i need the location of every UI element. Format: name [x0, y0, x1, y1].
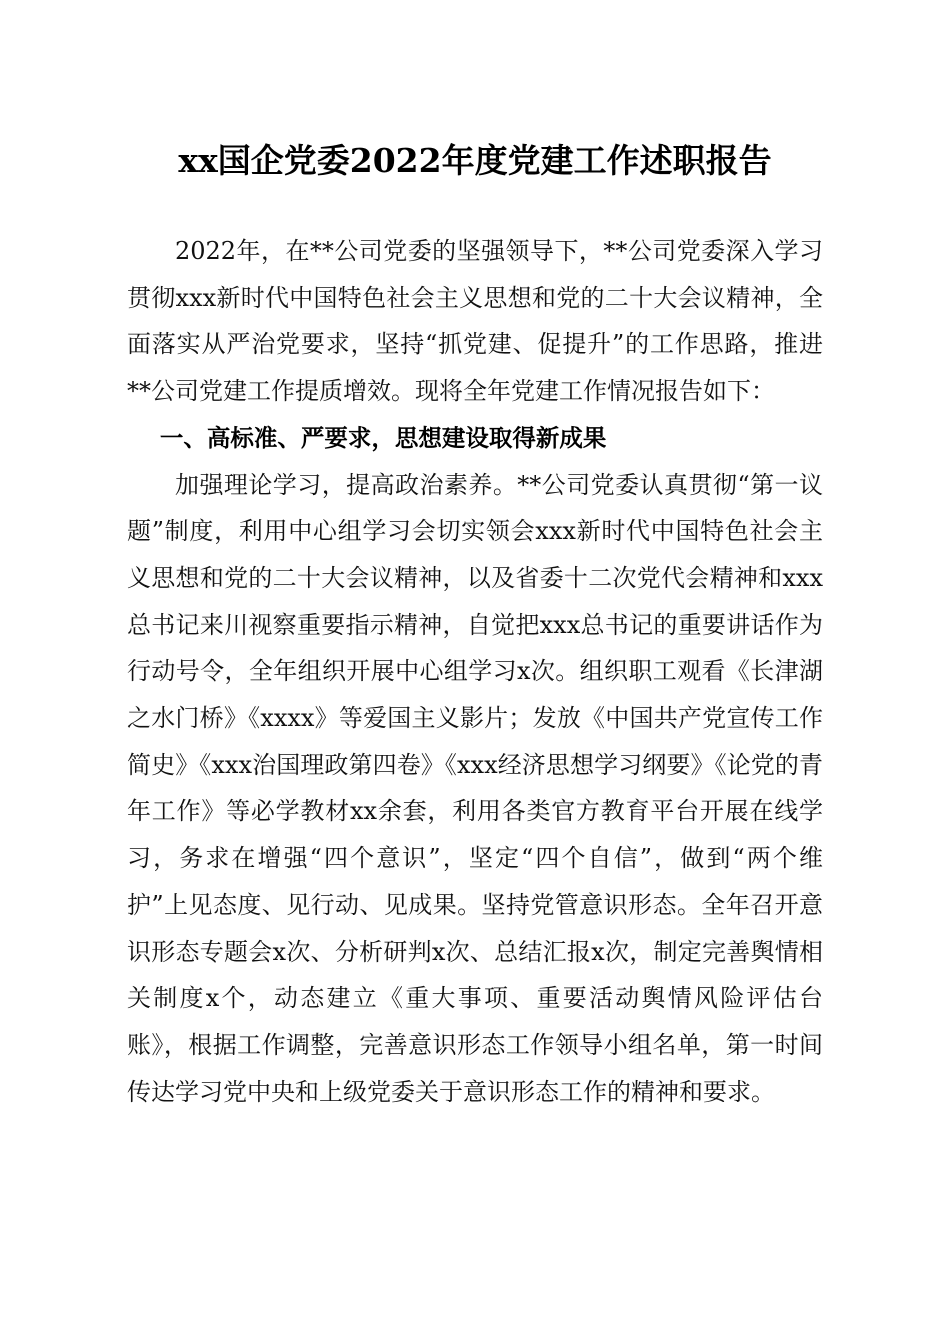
- intro-paragraph: 2022年，在**公司党委的坚强领导下，**公司党委深入学习贯彻xxx新时代中国特色社会主义思想和党的二十大会议精神，全面落实从严治党要求，坚持“抓党建、促提升”的工作思路，推进**公司党建工作提质增效。现将全年党建工作情况报告如下：: [127, 237, 823, 406]
- section-1-paragraph: 加强理论学习，提高政治素养。**公司党委认真贯彻“第一议题”制度，利用中心组学习会切实领会xxx新时代中国特色社会主义思想和党的二十大会议精神，以及省委十二次党代会精神和xxx总书记来川视察重要指示精神，自觉把xxx总书记的重要讲话作为行动号令，全年组织开展中心组学习x次。组织职工观看《长津湖之水门桥》《xxxx》等爱国主义影片；发放《中国共产党宣传工作简史》《xxx治国理政第四卷》《xxx经济思想学习纲要》《论党的青年工作》等必学教材xx余套，利用各类官方教育平台开展在线学习，务求在增强“四个意识”，坚定“四个自信”，做到“两个维护”上见态度、见行动、见成果。坚持党管意识形态。全年召开意识形态专题会x次、分析研判x次、总结汇报x次，制定完善舆情相关制度x个，动态建立《重大事项、重要活动舆情风险评估台账》，根据工作调整，完善意识形态工作领导小组名单，第一时间传达学习党中央和上级党委关于意识形态工作的精神和要求。: [127, 470, 823, 1106]
- section-1-heading: 一、高标准、严要求，思想建设取得新成果: [159, 423, 607, 452]
- document-body: [127, 228, 823, 1115]
- document-title: xx国企党委2022年度党建工作述职报告: [178, 141, 772, 180]
